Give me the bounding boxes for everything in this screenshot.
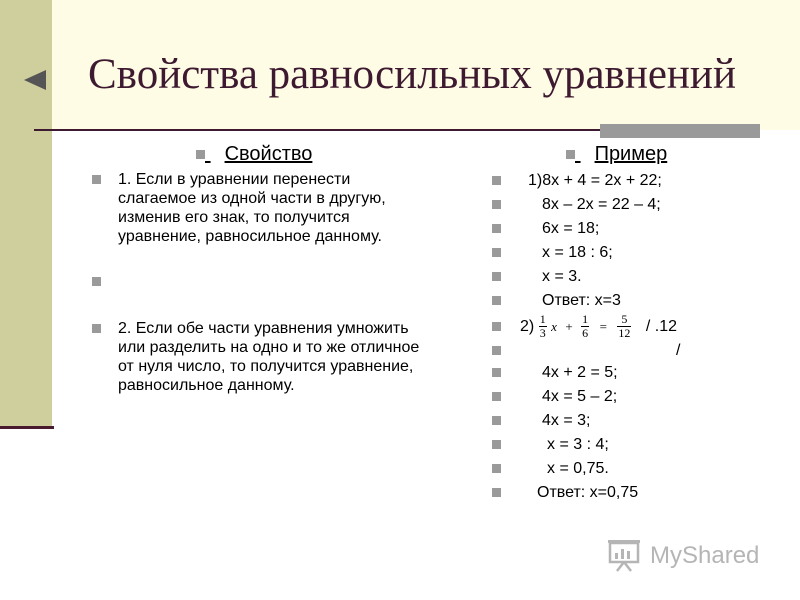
- property-text-1: 1. Если в уравнении перенести слагаемое из одной части в другую, изменив его знак, то получится уравнение, равносильное данному.: [118, 171, 386, 245]
- fraction-numerator: 1: [539, 312, 546, 326]
- example-text: х = 3 : 4;: [547, 436, 609, 453]
- fraction-numerator: 5: [617, 313, 631, 327]
- bullet-icon: [492, 368, 501, 377]
- bullet-icon: [492, 272, 501, 281]
- example-text: 1)8х + 4 = 2х + 22;: [528, 172, 662, 189]
- example-text: 6х = 18;: [542, 220, 600, 237]
- bullet-icon: [92, 277, 101, 286]
- bullet-icon: [492, 296, 501, 305]
- bullet-icon: [92, 175, 101, 184]
- variable-x: x: [551, 319, 557, 334]
- fraction-denominator: 6: [582, 326, 589, 340]
- presentation-board-icon: [606, 538, 642, 572]
- bullet-icon: [92, 324, 101, 333]
- example-text: х = 0,75.: [547, 460, 609, 477]
- property-item-1: [92, 170, 432, 246]
- bullet-icon: [492, 416, 501, 425]
- example-heading-row: [566, 143, 667, 166]
- bullet-icon: [492, 346, 501, 355]
- property-heading: Свойство: [224, 143, 313, 165]
- bullet-icon: [492, 322, 501, 331]
- bullet-icon: [492, 248, 501, 257]
- fraction-equation: [520, 313, 677, 340]
- bullet-icon: [492, 176, 501, 185]
- slide-title: Свойства равносильных уравнений: [88, 51, 736, 98]
- plus-sign: +: [565, 319, 573, 334]
- fraction-denominator: 12: [618, 326, 631, 340]
- bullet-icon: [492, 392, 501, 401]
- multiply-note: / .12: [645, 318, 678, 335]
- fraction-numerator: 1: [582, 312, 589, 326]
- bullet-icon: [566, 150, 575, 159]
- property-text-2: 2. Если обе части уравнения умножить или разделить на одно и то же отличное от нуля число, то получится уравнение, равносильное данному.: [118, 320, 420, 394]
- fraction-prefix: 2): [520, 318, 535, 335]
- fraction-5-12: [617, 313, 631, 340]
- example-text: х = 18 : 6;: [542, 244, 613, 261]
- example-text: х = 3.: [542, 268, 582, 285]
- example-text: 4х + 2 = 5;: [542, 364, 618, 381]
- example-text: 4х = 3;: [542, 412, 591, 429]
- arrow-left-icon[interactable]: [24, 70, 46, 90]
- fraction-denominator: 3: [539, 326, 546, 340]
- bullet-icon: [492, 200, 501, 209]
- watermark-text: MyShared: [650, 542, 760, 569]
- example-text: 8х – 2х = 22 – 4;: [542, 196, 661, 213]
- bullet-icon: [492, 464, 501, 473]
- fraction-1-3: [539, 313, 547, 340]
- bullet-icon: [492, 440, 501, 449]
- slash-mark: /: [676, 342, 681, 359]
- accent-bar: [600, 124, 760, 138]
- example-text: 4х = 5 – 2;: [542, 388, 618, 405]
- example-heading: Пример: [594, 143, 668, 165]
- example-text: Ответ: х=3: [542, 292, 621, 309]
- bullet-icon: [196, 150, 205, 159]
- bullet-icon: [492, 224, 501, 233]
- fraction-1-6: [581, 313, 589, 340]
- left-decor-underline: [0, 426, 54, 429]
- bullet-icon: [492, 488, 501, 497]
- example-text: Ответ: х=0,75: [537, 484, 639, 501]
- property-heading-row: [196, 143, 312, 166]
- left-decor-bar: [0, 0, 52, 426]
- property-item-2: [92, 319, 437, 395]
- equals-sign: =: [599, 319, 607, 334]
